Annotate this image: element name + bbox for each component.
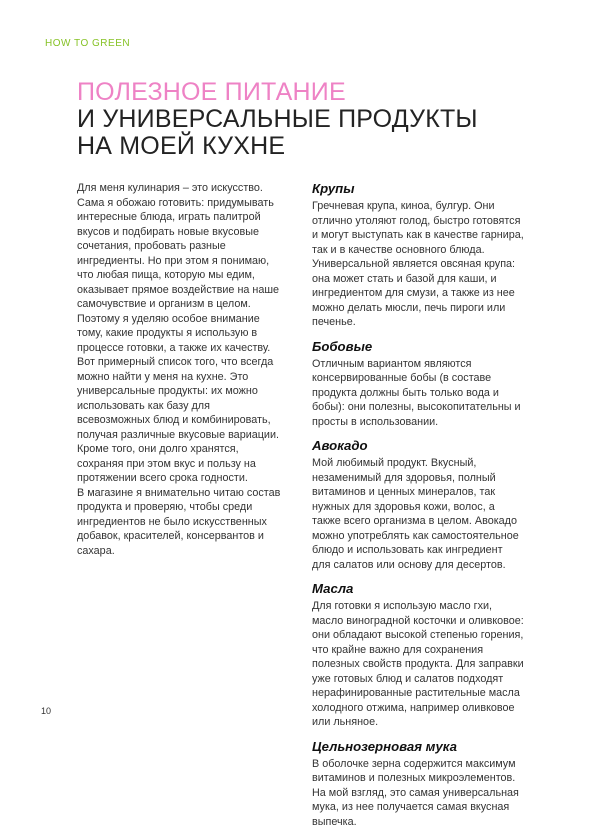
section-wholegrain-flour: [312, 739, 524, 830]
section-header-label: HOW TO GREEN: [45, 38, 131, 49]
intro-paragraph-2: В магазине я внимательно читаю состав продукта и проверяю, чтобы среди ингредиентов не было искусственных добавок, красителей, консервантов и сахара.: [77, 486, 281, 557]
intro-paragraph-1: Для меня кулинария – это искусство. Сама я обожаю готовить: придумывать интересные блюда, играть палитрой вкусов и подбирать новые вкусовые сочетания, пробовать разные ингредиенты. Но при этом я понимаю, что любая пища, которую мы едим, оказывает прямое воздействие на наше самочувствие и организм в целом. Поэтому я уделяю особое внимание тому, какие продукты я использую в процессе готовки, а также их качеству. Вот примерный список того, что всегда можно найти у меня на кухне. Это универсальные продукты: их можно использовать как базу для всевозможных блюд и комбинировать, получая различные вкусовые вариации. Кроме того, они долго хранятся, сохраняя при этом вкус и пользу на протяжении всего срока годности.: [77, 182, 280, 484]
section-title: Крупы: [312, 181, 355, 196]
section-text: Мой любимый продукт. Вкусный, незаменимый для здоровья, полный витаминов и ценных минералов, так нужных для здоровья кожи, волос, а также всего организма в целом. Авокадо можно употреблять как самостоятельное блюдо и использовать как ингредиент для салатов или основу для десертов.: [312, 457, 519, 571]
section-text: Отличным вариантом являются консервированные бобы (в составе продукта должны быть только вода и бобы): они полезны, высокопитательны и просты в использовании.: [312, 357, 521, 428]
section-text: Гречневая крупа, киноа, булгур. Они отлично утоляют голод, быстро готовятся и могут выступать как в качестве гарнира, так и в качестве основного блюда. Универсальной является овсяная крупа: она может стать и базой для каши, и ингредиентом для смузи, а также из нее можно делать мюсли, печь пироги или печенье.: [312, 200, 524, 328]
section-avocado: [312, 438, 524, 572]
section-grains: [312, 181, 524, 330]
section-title: Авокадо: [312, 438, 368, 453]
section-title: Цельнозерновая мука: [312, 738, 457, 754]
title-line-2: И УНИВЕРСАЛЬНЫЕ ПРОДУКТЫ: [77, 105, 478, 133]
title-line-3: НА МОЕЙ КУХНЕ: [77, 132, 286, 160]
section-title: Бобовые: [312, 338, 373, 354]
section-title: Масла: [312, 581, 354, 596]
section-oils: [312, 581, 524, 730]
page-title: [77, 79, 557, 160]
page-number: 10: [41, 706, 52, 716]
products-column: [312, 181, 524, 838]
section-text: Для готовки я использую масло гхи, масло виноградной косточки и оливковое: они обладают высокой степенью горения, что крайне важно для сохранения полезных свойств продукта. Для заправки уже готовых блюд и салатов подходят нерафинированные растительные масла холодного отжима, например оливковое или льняное.: [312, 600, 524, 728]
section-legumes: [312, 339, 524, 430]
intro-column: [77, 181, 285, 558]
title-accent-line: ПОЛЕЗНОЕ ПИТАНИЕ: [77, 78, 346, 106]
section-text: В оболочке зерна содержится максимум витаминов и полезных микроэлементов. На мой взгляд, это самая универсальная мука, из нее получается самая вкусная выпечка.: [312, 757, 519, 828]
